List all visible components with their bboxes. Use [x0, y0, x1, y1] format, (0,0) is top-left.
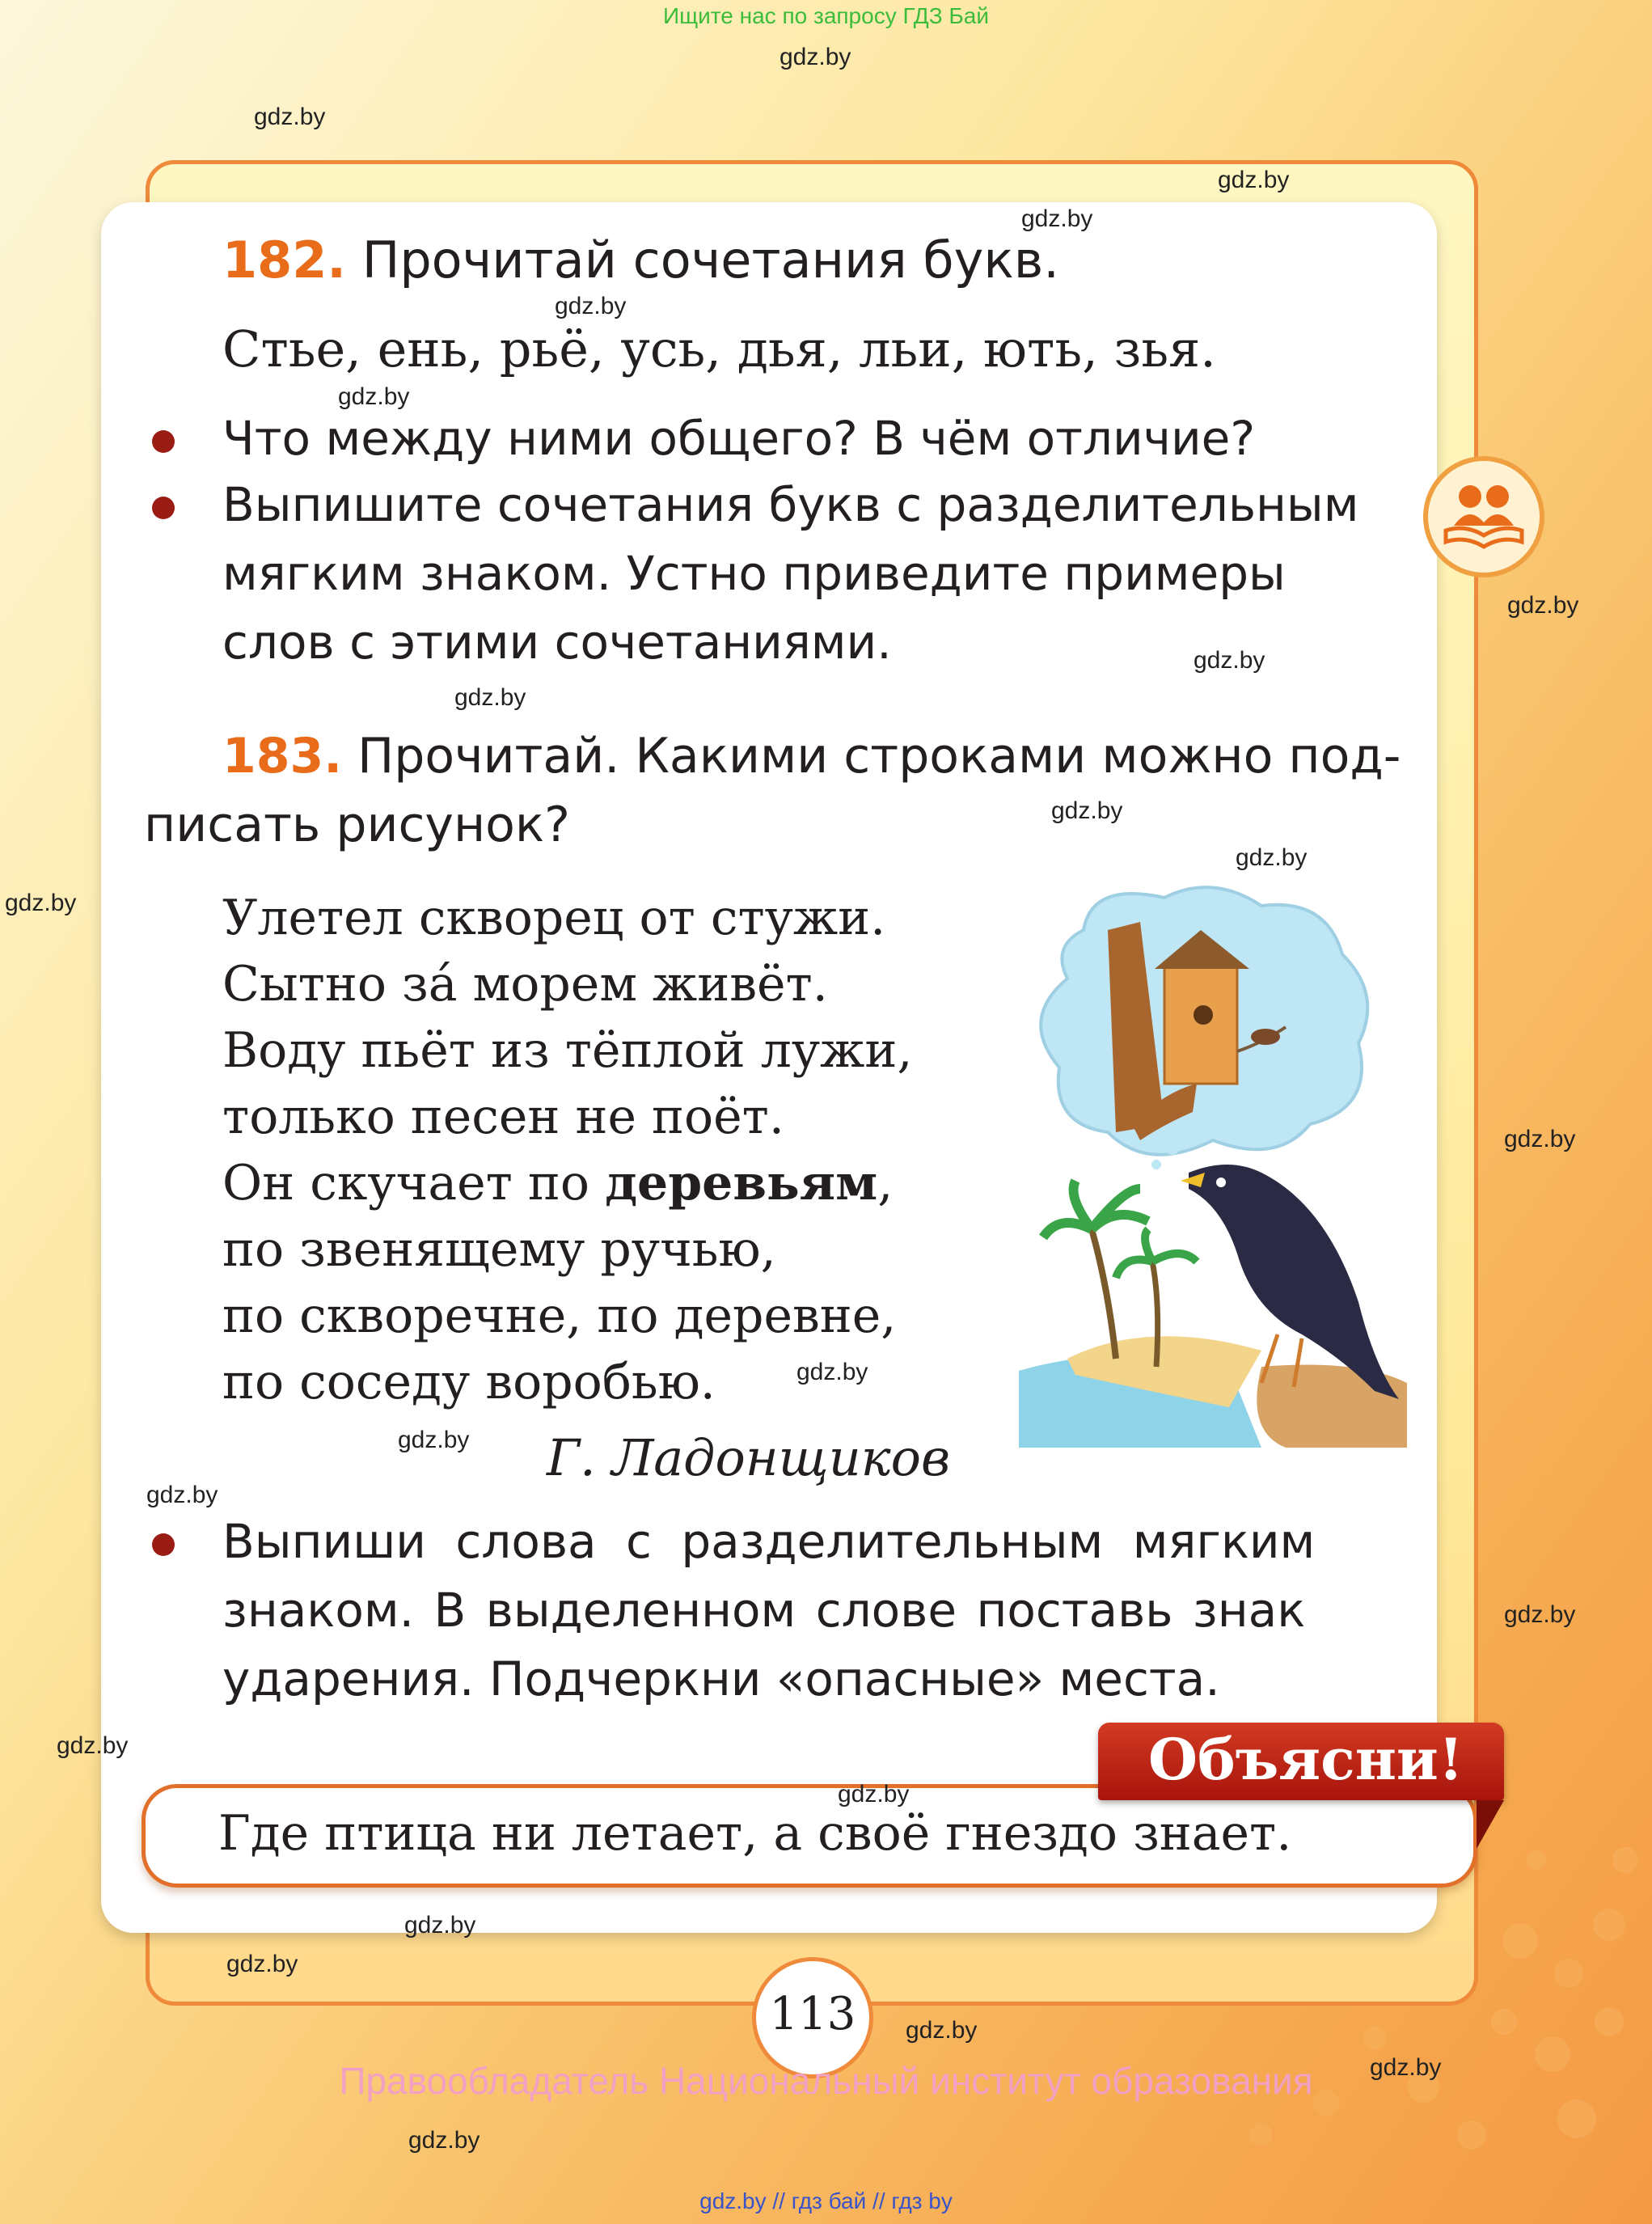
poem-line-start: Он скучает по	[222, 1155, 606, 1211]
poem-author: Г. Ладонщиков	[547, 1428, 951, 1487]
watermark: gdz.by	[454, 684, 526, 711]
watermark: gdz.by	[254, 104, 326, 130]
poem-comma: ,	[877, 1155, 894, 1211]
watermark: gdz.by	[906, 2017, 978, 2044]
ex182-task-line: слов с этими сочетаниями.	[222, 615, 892, 670]
watermark: gdz.by	[1218, 167, 1290, 193]
poem-line: по скворечне, по деревне,	[222, 1287, 897, 1344]
ex183-task-line: знаком. В выделенном слове поставь знак	[222, 1583, 1306, 1638]
watermark: gdz.by	[1051, 797, 1123, 824]
page-number: 113	[769, 1988, 856, 2040]
watermark: gdz.by	[555, 293, 627, 319]
ex182-number: 182.	[222, 230, 346, 290]
ex183-number: 183.	[222, 728, 343, 784]
watermark: gdz.by	[408, 2127, 480, 2154]
watermark: gdz.by	[5, 890, 77, 916]
ex183-task: Прочитай. Какими строками можно под-	[357, 728, 1401, 784]
proverb-text: Где птица ни летает, а своё гнездо знает.	[218, 1805, 1292, 1862]
watermark: gdz.by	[1370, 2054, 1442, 2081]
watermark: gdz.by	[796, 1359, 868, 1385]
ex183-heading	[222, 728, 1401, 784]
watermark: gdz.by	[780, 44, 851, 70]
ex182-task-line: мягким знаком. Устно приведите примеры	[222, 546, 1286, 601]
ex182-task-line: Выпишите сочетания букв с разделительным	[222, 477, 1359, 532]
watermark: gdz.by	[146, 1482, 218, 1508]
bullet-icon	[152, 1533, 175, 1556]
explain-label: Объясни!	[1148, 1726, 1464, 1793]
ex182-letters: Стье, ень, рьё, усь, дья, льи, ють, зья.	[222, 319, 1216, 378]
group-reading-icon	[1423, 456, 1544, 577]
poem-line: по звенящему ручью,	[222, 1221, 776, 1278]
watermark: gdz.by	[57, 1732, 129, 1759]
watermark: gdz.by	[838, 1781, 910, 1808]
ex183-task-line: Выпиши слова с разделительным мягким	[222, 1514, 1316, 1569]
poem-line: по соседу воробью.	[222, 1354, 716, 1410]
watermark: gdz.by	[1504, 1126, 1576, 1152]
ex182-heading	[222, 230, 1059, 290]
watermark: gdz.by	[398, 1427, 470, 1453]
search-hint[interactable]: Ищите нас по запросу ГДЗ Бай	[662, 3, 990, 28]
watermark: gdz.by	[1236, 844, 1308, 871]
ex183-task-line: ударения. Подчеркни «опасные» места.	[222, 1651, 1220, 1706]
watermark: gdz.by	[404, 1912, 476, 1939]
starling-illustration	[1019, 882, 1407, 1448]
bullet-icon	[152, 430, 175, 453]
explain-banner-tail	[1477, 1800, 1504, 1849]
poem-line: Улетел скворец от стужи.	[222, 890, 886, 946]
ex183-task-cont: писать рисунок?	[144, 797, 570, 853]
footer-links[interactable]: gdz.by // гдз бай // гдз by	[699, 2188, 953, 2213]
poem-line	[222, 1155, 893, 1211]
watermark: gdz.by	[1504, 1601, 1576, 1628]
ex182-question: Что между ними общего? В чём отличие?	[222, 411, 1256, 466]
bullet-icon	[152, 497, 175, 519]
poem-line: Сытно за́ морем живёт.	[222, 956, 828, 1013]
highlighted-word: деревьям	[605, 1155, 878, 1211]
ex182-task: Прочитай сочетания букв.	[361, 230, 1060, 290]
watermark: gdz.by	[338, 383, 410, 410]
watermark: gdz.by	[1021, 205, 1093, 232]
copyright-notice: Правообладатель Национальный институт образования	[339, 2060, 1313, 2102]
poem-line: Воду пьёт из тёплой лужи,	[222, 1022, 913, 1079]
watermark: gdz.by	[226, 1951, 298, 1977]
watermark: gdz.by	[1194, 647, 1265, 674]
watermark: gdz.by	[1507, 592, 1579, 619]
poem-line: только песен не поёт.	[222, 1089, 784, 1145]
